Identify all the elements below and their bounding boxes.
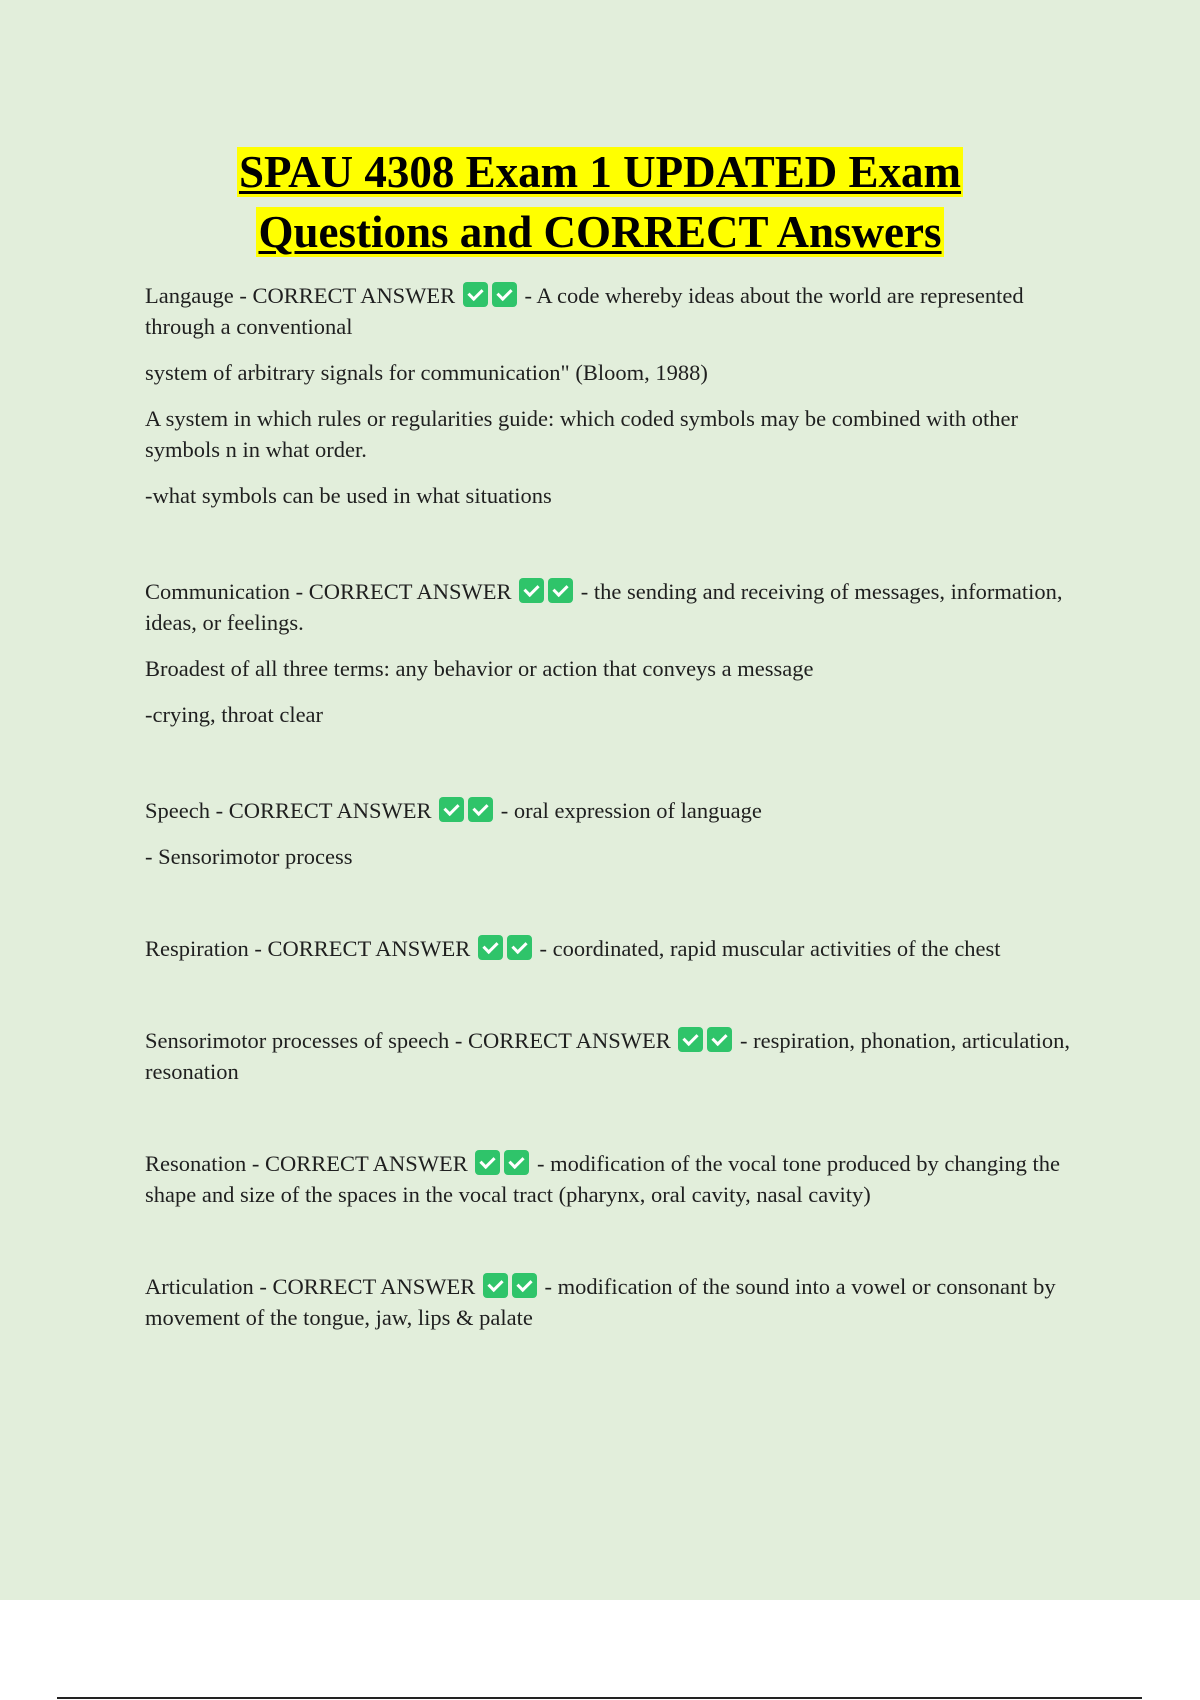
check-mark-icon (504, 1150, 529, 1175)
footer-divider (57, 1697, 1142, 1699)
document-body (145, 280, 1090, 1348)
title-line-1: SPAU 4308 Exam 1 UPDATED Exam (238, 147, 962, 197)
check-mark-icon (463, 282, 488, 307)
check-mark-icon (468, 797, 493, 822)
check-mark-icon (478, 935, 503, 960)
answer-extra-line: -what symbols can be used in what situations (145, 483, 552, 508)
answer-text: - coordinated, rapid muscular activities of the chest (539, 936, 1001, 961)
document-title (0, 142, 1200, 262)
check-mark-icon (512, 1273, 537, 1298)
answer-extra-line: -crying, throat clear (145, 702, 324, 727)
answer-extra-line: - Sensorimotor process (145, 844, 353, 869)
qa-question-line (145, 1271, 1090, 1333)
check-mark-icon (483, 1273, 508, 1298)
answer-extra-line: Broadest of all three terms: any behavior or action that conveys a message (145, 656, 814, 681)
qa-entry-articulation (145, 1271, 1090, 1333)
check-mark-icon (492, 282, 517, 307)
answer-text: - oral expression of language (500, 798, 762, 823)
term-label: Sensorimotor processes of speech - CORRECT ANSWER (145, 1028, 671, 1053)
check-mark-icon (678, 1027, 703, 1052)
title-line-2: Questions and CORRECT Answers (258, 207, 942, 257)
answer-text: - respiration, phonation, articulation, resonation (145, 1028, 1070, 1084)
qa-entry-speech (145, 795, 1090, 872)
answer-text: - A code whereby ideas about the world are represented through a conventional (145, 283, 1024, 339)
qa-question-line (145, 1148, 1090, 1210)
check-mark-icon (707, 1027, 732, 1052)
qa-question-line (145, 1025, 1090, 1087)
qa-entry-sensorimotor-processes (145, 1025, 1090, 1087)
qa-question-line (145, 795, 1090, 826)
check-mark-icon (439, 797, 464, 822)
check-mark-icon (519, 578, 544, 603)
term-label: Speech - CORRECT ANSWER (145, 798, 432, 823)
qa-question-line (145, 280, 1090, 342)
answer-text: - modification of the sound into a vowel or consonant by movement of the tongue, jaw, lips & palate (145, 1274, 1056, 1330)
qa-entry-language (145, 280, 1090, 511)
check-mark-icon (548, 578, 573, 603)
answer-extra-line: system of arbitrary signals for communication" (Bloom, 1988) (145, 360, 708, 385)
qa-question-line (145, 933, 1090, 964)
qa-entry-respiration (145, 933, 1090, 964)
answer-text: - modification of the vocal tone produced by changing the shape and size of the spaces in the vocal tract (pharynx, oral cavity, nasal cavity) (145, 1151, 1060, 1207)
term-label: Communication - CORRECT ANSWER (145, 579, 512, 604)
term-label: Respiration - CORRECT ANSWER (145, 936, 471, 961)
term-label: Articulation - CORRECT ANSWER (145, 1274, 476, 1299)
answer-extra-line: A system in which rules or regularities guide: which coded symbols may be combined with other symbols n in what order. (145, 406, 1018, 462)
qa-entry-resonation (145, 1148, 1090, 1210)
answer-text: - the sending and receiving of messages, information, ideas, or feelings. (145, 579, 1063, 635)
check-mark-icon (475, 1150, 500, 1175)
qa-entry-communication (145, 576, 1090, 730)
term-label: Langauge - CORRECT ANSWER (145, 283, 456, 308)
term-label: Resonation - CORRECT ANSWER (145, 1151, 468, 1176)
qa-question-line (145, 576, 1090, 638)
check-mark-icon (507, 935, 532, 960)
